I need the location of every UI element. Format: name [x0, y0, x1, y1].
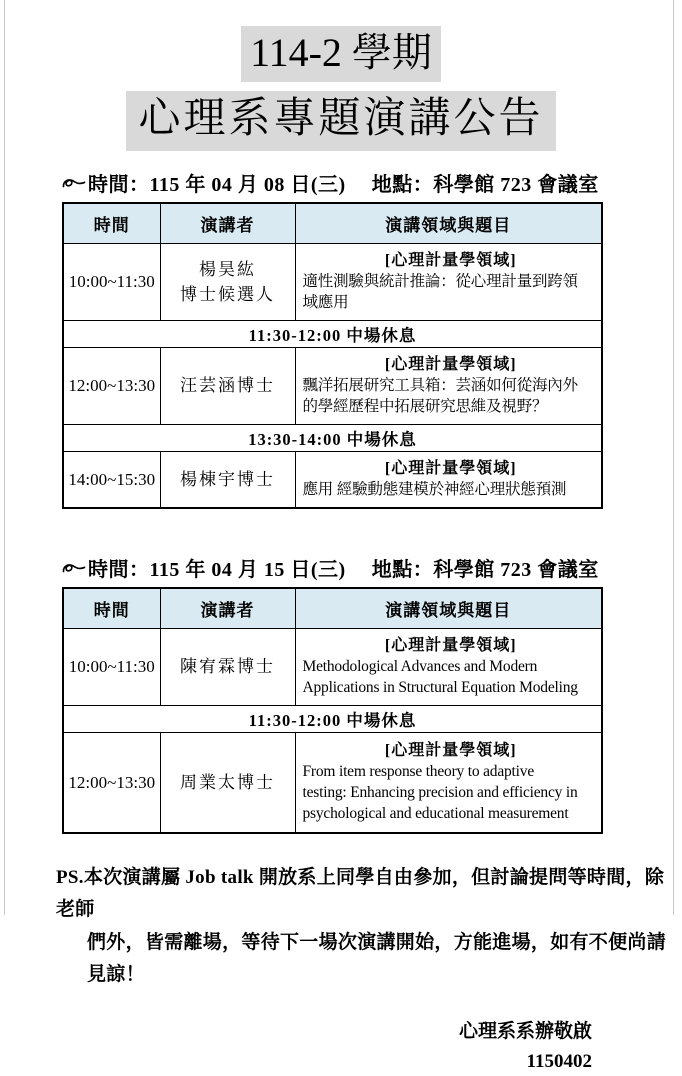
topic-line: 飄洋拓展研究工具箱：芸涵如何從海內外 [302, 377, 578, 395]
speaker-name-line: 汪芸涵博士 [180, 376, 275, 396]
topic-line: From item response theory to adaptive [302, 763, 535, 781]
page-right-border [673, 0, 674, 915]
talk-topic [295, 244, 602, 321]
schedule-table-1 [62, 202, 603, 509]
schedule-table-2 [62, 587, 603, 834]
talk-field-tag: [心理計量學領域] [384, 637, 517, 655]
talk-time: 10:00~11:30 [63, 244, 160, 321]
title-block [0, 0, 682, 151]
page-left-border [4, 0, 5, 915]
topic-line: Methodological Advances and Modern [302, 658, 538, 676]
talk-time: 12:00~13:30 [63, 733, 160, 834]
ps-note-line: 們外，皆需離場，等待下一場次演講開始，方能進場，如有不便尚請見諒！ [87, 931, 667, 986]
session-2 [62, 553, 605, 834]
session-2-place-label: 地點：科學館 723 會議室 [371, 559, 599, 582]
talk-speaker [160, 348, 295, 425]
topic-line: psychological and educational measurement [302, 805, 569, 823]
column-header-time: 時間 [63, 588, 160, 629]
column-header-speaker: 演講者 [160, 203, 295, 244]
topic-line: Applications in Structural Equation Modeling [302, 679, 578, 697]
session-2-time-label: 時間：115 年 04 月 15 日(三) [88, 559, 346, 582]
speaker-name-line: 陳宥霖博士 [180, 657, 275, 677]
session-1-time-label: 時間：115 年 04 月 08 日(三) [88, 174, 346, 197]
speaker-title-line: 博士候選人 [180, 285, 275, 305]
talk-field-tag: [心理計量學領域] [384, 252, 517, 270]
topic-line: 應用 經驗動態建模於神經心理狀態預測 [302, 481, 567, 499]
talk-speaker [160, 629, 295, 706]
page-title: 心理系專題演講公告 [126, 91, 555, 151]
talk-time: 12:00~13:30 [63, 348, 160, 425]
session-1 [62, 168, 605, 509]
table-header-row [63, 588, 602, 629]
table-row [63, 629, 602, 706]
column-header-time: 時間 [63, 203, 160, 244]
column-header-speaker: 演講者 [160, 588, 295, 629]
semester-title: 114-2 學期 [241, 26, 441, 82]
talk-topic [295, 452, 602, 509]
talk-time: 10:00~11:30 [63, 629, 160, 706]
table-row [63, 452, 602, 509]
column-header-topic: 演講領域與題目 [295, 588, 602, 629]
ps-note-line: PS.本次演講屬 Job talk 開放系上同學自由參加，但討論提問等時間，除老師 [56, 867, 665, 921]
talk-topic [295, 733, 602, 834]
topic-line: 適性測驗與統計推論：從心理計量到跨領 [302, 273, 578, 291]
talk-topic [295, 629, 602, 706]
talk-speaker [160, 733, 295, 834]
break-label: 13:30-14:00 中場休息 [63, 425, 602, 452]
signature: 心理系系辦敬啟 [458, 1021, 592, 1043]
speaker-name-line: 周業太博士 [180, 772, 275, 792]
signature-block [0, 1017, 682, 1076]
break-row [63, 425, 602, 452]
break-row [63, 706, 602, 733]
talk-time: 14:00~15:30 [63, 452, 160, 509]
topic-line: 域應用 [302, 294, 349, 312]
break-label: 11:30-12:00 中場休息 [63, 706, 602, 733]
speaker-name-line: 楊棟宇博士 [180, 469, 275, 489]
talk-field-tag: [心理計量學領域] [384, 356, 517, 374]
session-1-info [62, 168, 605, 197]
talk-topic [295, 348, 602, 425]
table-row [63, 733, 602, 834]
ps-note [56, 862, 682, 991]
pen-flourish-icon [62, 174, 86, 191]
break-label: 11:30-12:00 中場休息 [63, 321, 602, 348]
talk-speaker [160, 452, 295, 509]
session-2-info [62, 553, 605, 582]
table-row [63, 348, 602, 425]
pen-flourish-icon [62, 559, 86, 576]
topic-line: testing: Enhancing precision and efficiency in [302, 784, 578, 802]
table-header-row [63, 203, 602, 244]
speaker-name-line: 楊昊紘 [199, 259, 256, 279]
table-row [63, 244, 602, 321]
break-row [63, 321, 602, 348]
talk-speaker [160, 244, 295, 321]
talk-field-tag: [心理計量學領域] [384, 460, 517, 478]
column-header-topic: 演講領域與題目 [295, 203, 602, 244]
session-1-place-label: 地點：科學館 723 會議室 [371, 174, 599, 197]
talk-field-tag: [心理計量學領域] [384, 742, 517, 760]
topic-line: 的學經歷程中拓展研究思維及視野？ [302, 398, 548, 416]
date-code: 1150402 [526, 1050, 592, 1072]
